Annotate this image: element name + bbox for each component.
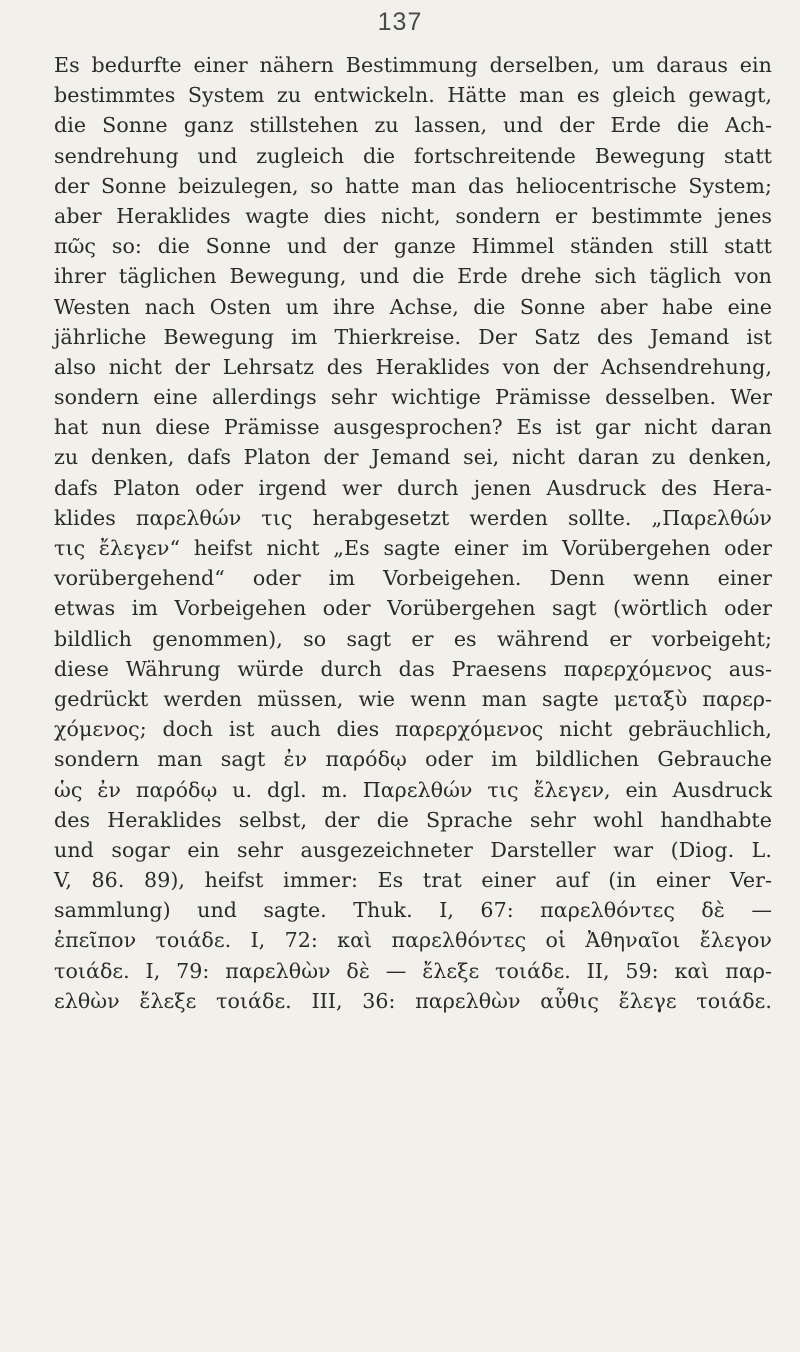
text-line: die Sonne ganz stillstehen zu lassen, und der Erde die Ach- — [54, 113, 772, 138]
text-line: bildlich genommen), so sagt er es während er vorbeigeht; — [54, 626, 772, 651]
text-line: jährliche Bewegung im Thierkreise. Der Satz des Jemand ist — [54, 324, 772, 349]
text-line: ἐπεῖπον τοιάδε. I, 72: καὶ παρελθόντες οἱ Ἀθηναῖοι ἔλεγον — [54, 928, 772, 953]
text-line: des Heraklides selbst, der die Sprache sehr wohl handhabte — [54, 807, 772, 832]
text-line: vorübergehend“ oder im Vorbeigehen. Denn wenn einer — [54, 566, 772, 591]
text-line: ελθὼν ἔλεξε τοιάδε. III, 36: παρελθὼν αὖθις ἔλεγε τοιάδε. — [54, 988, 772, 1013]
text-line: τοιάδε. I, 79: παρελθὼν δὲ — ἔλεξε τοιάδε. II, 59: καὶ παρ- — [54, 958, 772, 983]
text-line: sondern eine allerdings sehr wichtige Prämisse desselben. Wer — [54, 385, 772, 410]
text-line: sondern man sagt ἐν παρόδῳ oder im bildlichen Gebrauche — [54, 747, 772, 772]
page-number: 137 — [377, 8, 423, 36]
text-line: πῶς so: die Sonne und der ganze Himmel ständen still statt — [54, 234, 772, 259]
text-line: klides παρελθών τις herabgesetzt werden sollte. „Παρελθών — [54, 505, 772, 530]
text-line: der Sonne beizulegen, so hatte man das heliocentrische System; — [54, 173, 772, 198]
text-line: Westen nach Osten um ihre Achse, die Sonne aber habe eine — [54, 294, 772, 319]
text-line: ὡς ἐν παρόδῳ u. dgl. m. Παρελθών τις ἔλεγεν, ein Ausdruck — [54, 777, 772, 802]
text-line: bestimmtes System zu entwickeln. Hätte man es gleich gewagt, — [54, 83, 772, 108]
text-line: zu denken, dafs Platon der Jemand sei, nicht daran zu denken, — [54, 445, 772, 470]
text-line: aber Heraklides wagte dies nicht, sondern er bestimmte jenes — [54, 203, 772, 228]
text-line: hat nun diese Prämisse ausgesprochen? Es ist gar nicht daran — [54, 415, 772, 440]
text-line: Es bedurfte einer nähern Bestimmung derselben, um daraus ein — [54, 53, 772, 77]
text-line: sammlung) und sagte. Thuk. I, 67: παρελθόντες δὲ — — [54, 898, 772, 923]
text-line: ihrer täglichen Bewegung, und die Erde drehe sich täglich von — [54, 264, 772, 289]
text-line: und sogar ein sehr ausgezeichneter Darsteller war (Diog. L. — [54, 837, 772, 862]
text-line: χόμενος; doch ist auch dies παρερχόμενος nicht gebräuchlich, — [54, 717, 772, 742]
text-line: also nicht der Lehrsatz des Heraklides von der Achsendrehung, — [54, 354, 772, 379]
text-line: τις ἔλεγεν“ heifst nicht „Es sagte einer im Vorübergehen oder — [54, 536, 772, 560]
text-line: diese Währung würde durch das Praesens παρερχόμενος aus- — [54, 656, 772, 681]
text-line: V, 86. 89), heifst immer: Es trat einer auf (in einer Ver- — [54, 868, 772, 893]
text-line: etwas im Vorbeigehen oder Vorübergehen sagt (wörtlich oder — [54, 596, 772, 621]
body-text — [54, 50, 772, 1016]
text-line: dafs Platon oder irgend wer durch jenen Ausdruck des Hera- — [54, 475, 772, 500]
text-line: sendrehung und zugleich die fortschreitende Bewegung statt — [54, 143, 772, 168]
text-line: gedrückt werden müssen, wie wenn man sagte μεταξὺ παρερ- — [54, 686, 772, 711]
